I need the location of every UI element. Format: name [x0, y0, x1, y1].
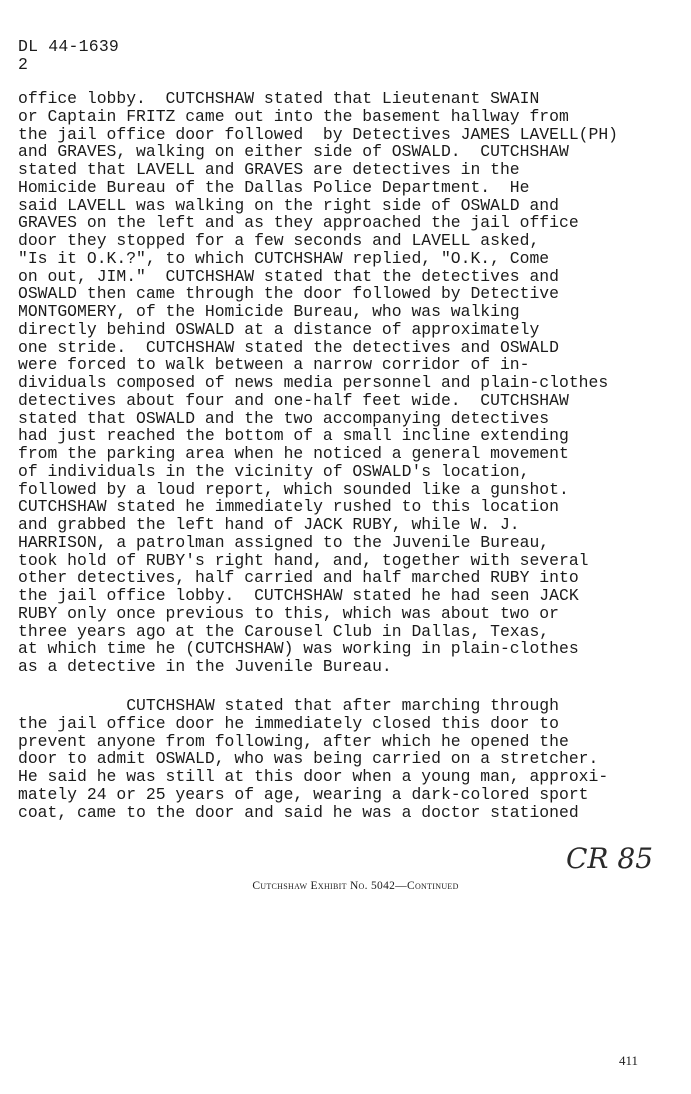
handwritten-annotation: [562, 838, 672, 878]
text-line: three years ago at the Carousel Club in Dallas, Texas,: [18, 621, 550, 641]
text-line: dividuals composed of news media personnel and plain-clothes: [18, 373, 609, 392]
text-line: the jail office door followed by Detectives JAMES LAVELL(PH): [18, 124, 618, 144]
text-line: detectives about four and one-half feet wide. CUTCHSHAW: [18, 390, 569, 410]
text-line: said LAVELL was walking on the right side of OSWALD and: [18, 195, 559, 215]
exhibit-caption: [0, 880, 691, 892]
text-line: CUTCHSHAW stated that after marching through: [18, 696, 559, 715]
text-line: and grabbed the left hand of JACK RUBY, while W. J.: [18, 515, 520, 534]
text-line: were forced to walk between a narrow corridor of in-: [18, 355, 530, 375]
text-line: on out, JIM." CUTCHSHAW stated that the detectives and: [18, 266, 559, 286]
text-line: one stride. CUTCHSHAW stated the detectives and OSWALD: [18, 337, 559, 357]
text-line: "Is it O.K.?", to which CUTCHSHAW replied, "O.K., Come: [18, 248, 550, 268]
exhibit-caption-text: Cutchshaw Exhibit No. 5042—Continued: [252, 880, 459, 892]
text-line: other detectives, half carried and half marched RUBY into: [18, 568, 579, 588]
text-line: had just reached the bottom of a small incline extending: [18, 426, 569, 446]
text-line: at which time he (CUTCHSHAW) was working in plain-clothes: [18, 639, 579, 659]
text-line: Homicide Bureau of the Dallas Police Department. He: [18, 177, 530, 197]
text-line: MONTGOMERY, of the Homicide Bureau, who was walking: [18, 302, 520, 321]
paragraph-1: [18, 90, 618, 676]
text-line: mately 24 or 25 years of age, wearing a dark-colored sport: [18, 784, 589, 804]
text-line: OSWALD then came through the door followed by Detective: [18, 284, 559, 304]
text-line: of individuals in the vicinity of OSWALD's location,: [18, 461, 530, 481]
text-line: He said he was still at this door when a young man, approxi-: [18, 767, 609, 786]
file-number: DL 44-1639: [18, 37, 120, 56]
text-line: CUTCHSHAW stated he immediately rushed to this location: [18, 497, 559, 517]
handwritten-note-text: CR 85: [566, 842, 654, 875]
paragraph-2: [18, 697, 608, 821]
text-line: and GRAVES, walking on either side of OSWALD. CUTCHSHAW: [18, 142, 569, 162]
text-line: stated that LAVELL and GRAVES are detectives in the: [18, 160, 520, 179]
text-line: the jail office lobby. CUTCHSHAW stated he had seen JACK: [18, 586, 579, 605]
text-line: directly behind OSWALD at a distance of approximately: [18, 319, 540, 339]
text-line: RUBY only once previous to this, which was about two or: [18, 603, 559, 623]
text-line: GRAVES on the left and as they approached the jail office: [18, 213, 579, 233]
text-line: prevent anyone from following, after which he opened the: [18, 731, 569, 751]
text-line: took hold of RUBY's right hand, and, together with several: [18, 550, 589, 570]
text-line: as a detective in the Juvenile Bureau.: [18, 657, 392, 676]
text-line: or Captain FRITZ came out into the basement hallway from: [18, 106, 569, 126]
text-line: coat, came to the door and said he was a doctor stationed: [18, 802, 579, 822]
text-line: office lobby. CUTCHSHAW stated that Lieutenant SWAIN: [18, 89, 540, 108]
text-line: door to admit OSWALD, who was being carried on a stretcher.: [18, 749, 599, 769]
text-line: door they stopped for a few seconds and LAVELL asked,: [18, 231, 540, 250]
text-line: from the parking area when he noticed a general movement: [18, 444, 569, 463]
page-indicator: 2: [18, 55, 29, 74]
page-number: 411: [619, 1053, 639, 1068]
text-line: the jail office door he immediately closed this door to: [18, 713, 559, 733]
text-line: stated that OSWALD and the two accompanying detectives: [18, 408, 550, 428]
text-line: followed by a loud report, which sounded like a gunshot.: [18, 479, 569, 499]
text-line: HARRISON, a patrolman assigned to the Juvenile Bureau,: [18, 532, 550, 552]
